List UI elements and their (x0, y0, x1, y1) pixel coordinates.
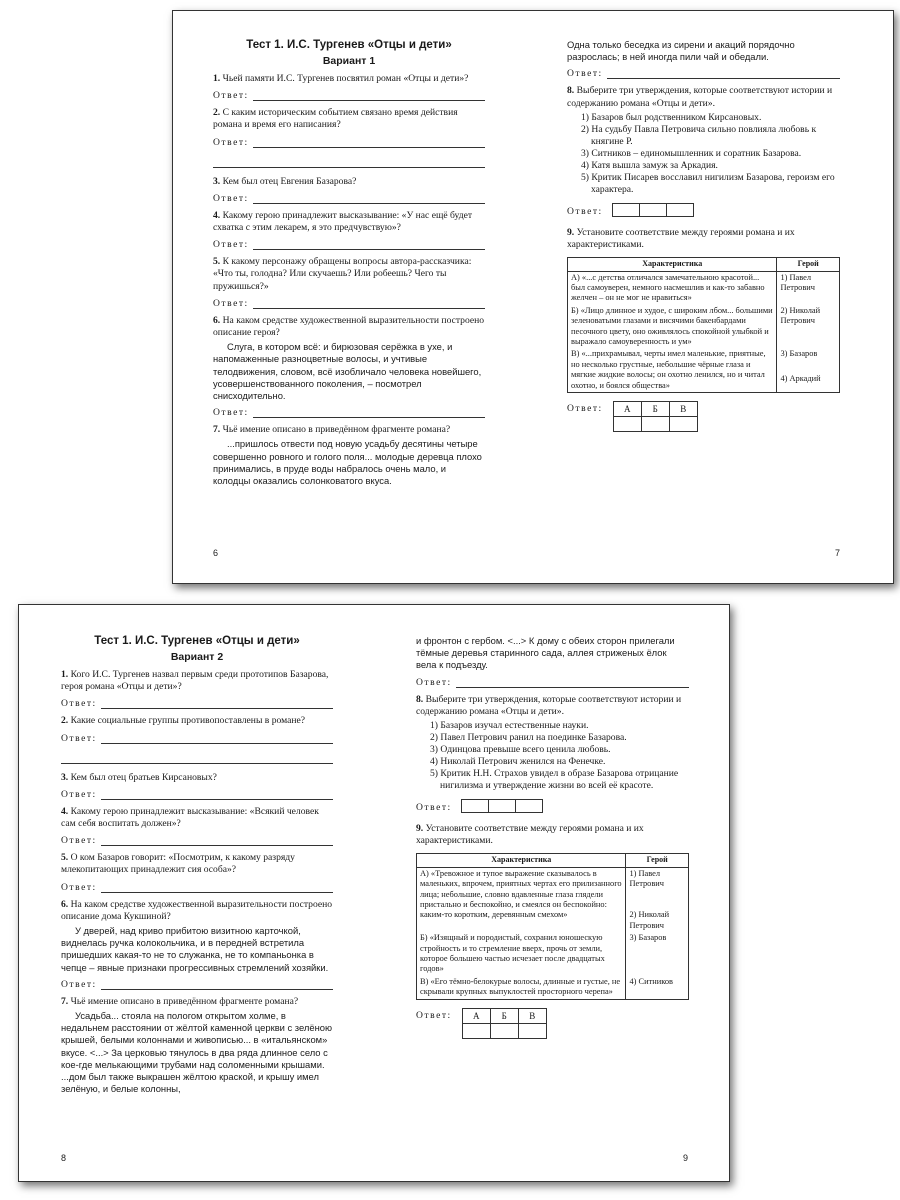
statement-5: 5) Критик Писарев восславил нигилизм Базарова, героизм его характера. (581, 171, 835, 195)
quote-7-continued: и фронтон с гербом. <...> К дому с обеих сторон прилегали тёмные деревья старинного сада, аллея стриженых ёлок вела к подъезду. (416, 635, 675, 671)
answer-box[interactable] (488, 799, 516, 813)
question-3: 3. Кем был отец братьев Кирсановых? (61, 771, 217, 783)
question-1: 1. Кого И.С. Тургенев назвал первым среди прототипов Базарова, героя романа «Отцы и дети»? (61, 669, 329, 693)
page-6 (213, 39, 485, 583)
page-number-left: 6 (213, 548, 219, 558)
variant-heading: Вариант 2 (170, 651, 224, 663)
column-header-characteristic: Характеристика (417, 854, 626, 867)
answer-cell[interactable] (641, 417, 669, 432)
answer-cell[interactable] (462, 1023, 490, 1038)
column-header-hero: Герой (777, 258, 840, 271)
answer-box[interactable] (666, 203, 694, 217)
statement-list-8 (567, 112, 840, 196)
answer-field-7[interactable]: Ответ: (416, 675, 689, 688)
statement-1: 1) Базаров изучал естественные науки. (430, 720, 589, 732)
answer-field-7[interactable]: Ответ: (567, 66, 840, 79)
column-header-characteristic: Характеристика (568, 258, 777, 271)
question-4: 4. Какому герою принадлежит высказывание: «Всякий человек сам себя воспитать должен»? (61, 805, 319, 830)
page-9 (416, 635, 689, 1181)
answer-cell[interactable] (669, 417, 697, 432)
answer-boxes-8: Ответ: (567, 199, 840, 217)
answer-field-5[interactable]: Ответ: (213, 296, 485, 309)
statement-1: 1) Базаров был родственником Кирсановых. (581, 111, 762, 123)
statement-5: 5) Критик Н.Н. Страхов увидел в образе Базарова отрицание нигилизма и утверждение жизни во всей её красоте. (430, 768, 679, 792)
table-row: А) «...с детства отличался замечательною красотой... был самоуверен, немного насмешлив и как-то забавно желчен – он не мог не нравиться» 1) Павел Петрович (568, 271, 840, 305)
page-8 (61, 635, 333, 1181)
question-1: 1. Чьей памяти И.С. Тургенев посвятил роман «Отцы и дети»? (213, 73, 469, 84)
answer-field-3[interactable]: Ответ: (213, 191, 485, 204)
statement-4: 4) Катя вышла замуж за Аркадия. (581, 159, 718, 171)
matching-table (416, 853, 689, 999)
page-7 (567, 39, 840, 583)
answer-cell[interactable] (490, 1023, 518, 1038)
question-5: 5. О ком Базаров говорит: «Посмотрим, к какому разряду млекопитающих принадлежит сия особа»? (61, 852, 295, 876)
answer-box[interactable] (612, 203, 640, 217)
question-8: 8. Выберите три утверждения, которые соответствуют истории и содержанию романа «Отцы и дети». (416, 693, 682, 717)
answer-field-1[interactable]: Ответ: (213, 88, 485, 101)
answer-field-5[interactable]: Ответ: (61, 880, 333, 893)
question-8: 8. Выберите три утверждения, которые соответствуют истории и содержанию романа «Отцы и дети». (567, 85, 833, 109)
table-row: Б) «Изящный и породистый, сохранил юношескую стройность и то стремление вверх, прочь от земли, которое большею частью исчезает после двадцатых годов» 3) Базаров (417, 932, 689, 976)
answer-cell[interactable] (518, 1023, 546, 1038)
book-spread-variant-2 (18, 604, 730, 1182)
quote-7-continued: Одна только беседка из сирени и акаций порядочно разрослась; в ней иногда пили чай и обедали. (567, 39, 795, 63)
table-row: В) «...прихрамывал, черты имел маленькие, приятные, но несколько грустные, небольшие чёрные глаза и мягкие жидкие волосы; он охотно ленился, но и читал охотно, и боялся общества» 3) Базаров 4) Аркадий (568, 348, 840, 392)
test-title: Тест 1. И.С. Тургенев «Отцы и дети» (246, 39, 452, 51)
answer-field-6[interactable]: Ответ: (61, 977, 333, 990)
statement-2: 2) На судьбу Павла Петровича сильно повлияла любовь к княгине Р. (581, 123, 817, 147)
answer-field-1[interactable]: Ответ: (61, 696, 333, 709)
question-7: 7. Чьё имение описано в приведённом фрагменте романа? (61, 995, 299, 1007)
quote-6: У дверей, над криво прибитою визитною карточкой, виднелась ручка колокольчика, и в передней встретила пришедших какая-то не то служанка, не то компаньонка в чепце – явные признаки прогрессивных стремлений хозяйки. (61, 925, 329, 973)
statement-list-8 (416, 720, 689, 792)
statement-3: 3) Одинцова превыше всего ценила любовь. (430, 744, 611, 756)
answer-field-6[interactable]: Ответ: (213, 405, 485, 418)
statement-2: 2) Павел Петрович ранил на поединке Базарова. (430, 732, 627, 744)
answer-field-4[interactable]: Ответ: (61, 833, 333, 846)
answer-box[interactable] (639, 203, 667, 217)
statement-4: 4) Николай Петрович женился на Фенечке. (430, 756, 606, 768)
question-3: 3. Кем был отец Евгения Базарова? (213, 175, 357, 187)
answer-grid-9: Ответ: А Б В (416, 1008, 689, 1039)
answer-field-2[interactable]: Ответ: (61, 731, 333, 744)
page-number-right: 9 (683, 1153, 689, 1163)
answer-box[interactable] (461, 799, 489, 813)
answer-extra-line-2[interactable] (61, 750, 333, 764)
test-title: Тест 1. И.С. Тургенев «Отцы и дети» (94, 635, 300, 647)
statement-3: 3) Ситников – единомышленник и соратник Базарова. (581, 147, 802, 159)
answer-field-4[interactable]: Ответ: (213, 237, 485, 250)
table-row: Б) «Лицо длинное и худое, с широким лбом... большими зеленоватыми глазами и висячими бакенбардами песочного цвету, оно оживлялось спокойной улыбкой и выражало самоуверенность и ум» 2) Николай Петрович (568, 305, 840, 349)
answer-cell[interactable] (613, 417, 641, 432)
question-2: 2. Какие социальные группы противопоставлены в романе? (61, 715, 306, 727)
quote-6: Слуга, в котором всё: и бирюзовая серёжка в ухе, и напомаженные разноцветные волосы, и учтивые телодвижения, словом, всё изобличало человека новейшего, усовершенствованного поколения, – посмотрел снисходительно. (213, 341, 482, 402)
page-number-left: 8 (61, 1153, 67, 1163)
question-6: 6. На каком средстве художественной выразительности построено описание героя? (213, 314, 485, 339)
answer-extra-line-2[interactable] (213, 154, 485, 168)
question-6: 6. На каком средстве художественной выразительности построено описание дома Кукшиной? (61, 898, 333, 922)
quote-7: ...пришлось отвести под новую усадьбу десятины четыре совершенно ровного и голого поля... молодые деревца плохо принимались, в пруде воды набралось очень мало, и колодцы оказались солонковатого вкуса. (213, 438, 482, 487)
answer-field-2[interactable]: Ответ: (213, 135, 485, 148)
question-9: 9. Установите соответствие между героями романа и их характеристиками. (567, 226, 795, 251)
question-2: 2. С каким историческим событием связано время действия романа и время его написания? (213, 107, 458, 131)
answer-grid-9: Ответ: А Б В (567, 401, 840, 432)
variant-heading: Вариант 1 (322, 55, 376, 67)
book-spread-variant-1 (172, 10, 894, 584)
question-9: 9. Установите соответствие между героями романа и их характеристиками. (416, 823, 644, 847)
answer-boxes-8: Ответ: (416, 795, 689, 813)
column-header-hero: Герой (626, 854, 689, 867)
question-7: 7. Чьё имение описано в приведённом фрагменте романа? (213, 424, 451, 436)
page-number-right: 7 (835, 548, 841, 558)
quote-7: Усадьба... стояла на пологом открытом холме, в недальнем расстоянии от жёлтой каменной церкви с зелёною крышей, белыми колоннами и живописью... в «итальянском» вкусе. <...> За церковью тянулось в два ряда длинное село с кое-где мелькающими трубами над соломенными крышами. ...дом был также выкрашен жёлтою краской, и крышу имел зелёную, и белые колонны, (61, 1010, 333, 1095)
question-5: 5. К какому персонажу обращены вопросы автора-рассказчика: «Что ты, голодна? Или скучаешь? Или робеешь? Чего ты пружишься?» (213, 256, 472, 292)
table-row: В) «Его тёмно-белокурые волосы, длинные и густые, не скрывали крупных выпуклостей просторного черепа» 4) Ситников (417, 976, 689, 999)
question-4: 4. Какому герою принадлежит высказывание: «У нас ещё будет схватка с этим лекарем, я это предчувствую»? (213, 209, 473, 234)
table-row: А) «Тревожное и тупое выражение сказывалось в маленьких, впрочем, приятных чертах его прилизанного лица; небольшие, словно вдавленные глаза глядели пристально и беспокойно, и смеялся он беспокойно: каким-то коротким, деревянным смехом» 1) Павел Петрович 2) Николай Петрович (417, 867, 689, 932)
matching-table (567, 257, 840, 393)
answer-box[interactable] (515, 799, 543, 813)
answer-field-3[interactable]: Ответ: (61, 787, 333, 800)
